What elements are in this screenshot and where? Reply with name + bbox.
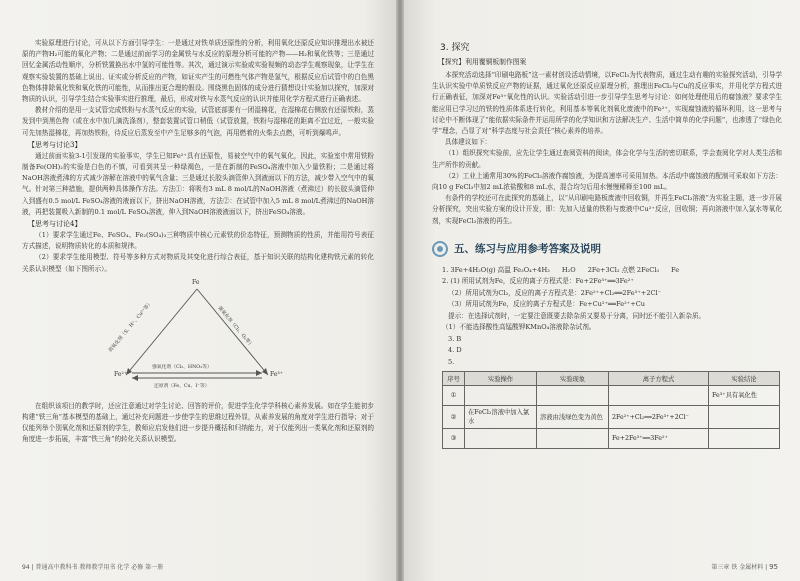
answer-5-table — [442, 371, 780, 449]
left-para-2: 教材介绍的是用一支试管完成铁粉与水蒸气反应的实验，试管底部要有一团湿棉花，在湿棉花右侧放有还原铁粉，蒸发到中到黑色物（或在水中加几滴洗涤剂），整套装置试管口稍低（试管放置，铁粉与湿棉花的距离不宜过近，一般实验可先加热湿棉花，再加热铁粉，待反应后蒸发至中产生足够多的气泡，再用燃着的火柴去点燃，可听到爆鸣声。 — [22, 106, 374, 137]
col-index: 序号 — [443, 372, 465, 386]
label-weak-oxidant: 弱氧化剂（S、H⁺、Cu²⁺等） — [108, 300, 154, 354]
table-row — [443, 429, 780, 449]
table-row — [443, 386, 780, 406]
table-cell: 溶液由浅绿色变为黄色 — [537, 406, 609, 429]
table-cell: 2Fe²⁺+Cl₂══2Fe³⁺+2Cl⁻ — [609, 406, 709, 429]
table-cell — [709, 429, 780, 449]
answer-1-eq1: 1. 3Fe+4H₂O(g) 高温 Fe₃O₄+4H₂ — [442, 265, 550, 274]
section-bullet-icon — [432, 241, 448, 257]
right-para-4: （2）工业上通常用30%的FeCl₃溶液作腐蚀液，为提高速率可采用加热。本活动中腐蚀液的配制可采取如下方法：向10 g FeCl₃中加2 mL浓盐酸和8 mL水，混合均匀后用水慢慢稀释至100 mL。 — [432, 171, 782, 192]
think4-para-2: （2）要求学生能用模型、符号等多种方式对物质及其变化进行综合表征，基于知识关联的结构化建构铁元素的转化关系认识模型（如下图所示）。 — [22, 253, 374, 273]
node-fe2: Fe²⁺ — [114, 370, 127, 378]
table-cell — [537, 386, 609, 406]
right-footer-label: 第三章 铁 金属材料 | — [711, 564, 768, 571]
col-equation: 离子方程式 — [609, 372, 709, 386]
left-footer: 94 | 普通高中教科书 教师教学用书 化学 必修 第一册 — [22, 564, 164, 571]
section-5-title: 五、练习与应用参考答案及说明 — [454, 243, 601, 256]
label-bottom-oxidant: 强氧化剂（Cl₂、HNO₃等） — [152, 364, 212, 370]
triangle-svg — [112, 279, 282, 389]
table-cell: ① — [443, 386, 465, 406]
think3-heading: 【思考与讨论3】 — [28, 140, 82, 149]
answer-4: 4. D — [448, 346, 462, 355]
answer-2-1: 2. (1) 所用试剂为Fe，反应的离子方程式是：Fe+2Fe³⁺══3Fe²⁺ — [442, 277, 634, 286]
col-conclusion: 实验结论 — [709, 372, 780, 386]
label-reductant: 还原剂（Fe、Cu、I⁻等） — [154, 383, 210, 389]
answer-2-note: 提示：在选择试剂时，一定要注意既要去除杂质又要易于分离，同时还不能引入新杂质。 — [448, 311, 706, 320]
table-cell — [709, 406, 780, 429]
answer-2-2: （2）所用试剂为Cl₂，反应的离子方程式是：2Fe²⁺+Cl₂══2Fe³⁺+2Cl⁻ — [448, 288, 662, 297]
left-content — [22, 38, 374, 446]
iron-triangle-diagram — [22, 279, 374, 399]
section-5-heading — [432, 241, 782, 257]
right-page — [404, 0, 800, 581]
table-cell: ③ — [443, 429, 465, 449]
answer-2-3: （3）所用试剂为Fe，反应的离子方程式是：Fe+Cu²⁺══Fe²⁺+Cu — [448, 300, 646, 309]
think3-para: 通过前面实验3-1引发现的实验事实，学生已知Fe²⁺具有还原性，易被空气中的氧气氧化，因此，实验室中常用铁粉制备Fe(OH)₂的实验是白色的不慎，可看到其呈一种绿褐色，一是在新制的FeSO₄溶液中加入少量铁粉；二是通过将NaOH溶液煮沸的方式减少溶解在溶液中的氧气含量；三是通过长胶头滴管伸入到液面以下的方法，减少带入空气中的氧气。针对第三种措施，提供两种具体操作方法。方法①：将吸有3 mL 8 mol/L的NaOH溶液（煮沸过）的长胶头滴管伸入到盛有0.5 mol/L FeSO₄溶液的液面以下，挤出NaOH溶液，方法②：在试管中加入5 mL 8 mol/L煮沸过的NaOH溶液，再把装置吸入新制的0.1 mol/L FeSO₄溶液，伸入到NaOH溶液液面以下，挤出FeSO₄溶液。 — [22, 151, 374, 216]
left-page — [0, 0, 396, 581]
table-header-row — [443, 372, 780, 386]
table-row — [443, 406, 780, 429]
right-para-1: 本探究活动选择“印刷电路板”这一素材创设活动情境，以FeCl₃为代表物质，通过生动有趣的实验探究活动，引导学生认识实验中单质铁反应产物的证据，通过氧化还原反应原理分析，推理出FeCl₃与Cu的反应事实，并用化学方程式进行正确表征，加深对Fe³⁺氧化性的认识。实验活动引进一步引导学生思考与讨论：如何处理使用后的腐蚀液？要求学生能应用已学习过的铁的性质体系进行转化，利用基本等氧化剂氧化废液中的Fe²⁺，实现腐蚀液的循环利用，这一思考与讨论中不断体现了“能依据实际条件并运用所学的化学知识和方法解决生产、生活中简单的化学问题”，也渗透了“绿色化学”理念，凸显了对“科学态度与社会责任”核心素养的培养。 — [432, 71, 782, 136]
table-cell — [465, 429, 537, 449]
right-para-2: 具体建议如下： — [445, 138, 492, 147]
node-fe3: Fe³⁺ — [270, 370, 283, 378]
think4-heading: 【思考与讨论4】 — [28, 220, 82, 229]
answer-1-eq2: H₂O — [561, 265, 576, 274]
right-footer — [711, 562, 778, 571]
right-content — [432, 40, 782, 449]
table-cell: 在FeCl₂溶液中加入氯水 — [465, 406, 537, 429]
answer-5: 5. — [448, 357, 455, 366]
table-cell: ② — [443, 406, 465, 429]
table-cell — [465, 386, 537, 406]
table-cell — [609, 386, 709, 406]
left-para-bottom: 在组织该项目的教学时，还应注意通过对学生讨论、回答的评价，促进学生化学学科核心素养发展。如在学生能初步构建“铁三角”基本模型的基础上，通过补充问题进一步使学生的思维过程外显，从素养发展的角度对学生进行指导；对于仅能列举个别氧化剂和还原剂的学生，教师应启发他们进一步提升概括和归纳能力，对于仅能列出一类氧化剂和还原剂的角度进一步拓展，丰富“铁三角”的转化关系认识模型。 — [22, 401, 374, 444]
right-page-number: 95 — [769, 563, 778, 571]
left-para-1: 实验原理进行讨论，可从以下方面引导学生：一是通过对铁单质还原性的分析，利用氧化还原反应知识推理出水被还原的产物H₂可能的氧化产物；二是通过前面学习的金属铁与水反应的原理分析可能的产物——H₂和氧化铁等；三是通过回忆金属活动性顺序，分析铁置换出水中氢的可能性等。其次，通过演示实验或实验视频的动态学生观察现象，让学生在观察实验装置的基础上说出、证实或分析反应的产物，如证实产生的可燃性气体产物是氢气，根据反应后试管中的白色黑色物体排除氧化铁和氧化铁的可能性，从而推出更合理的假设。围绕黑色固体的成分进行猜想设计实验加以探究，加深对物质的认识，引导学生结合实验事实进行推理，最后，形成对铁与水蒸气反应的认识并能用化学方程式进行正确表述。 — [22, 39, 374, 104]
col-phenomenon: 实验现象 — [537, 372, 609, 386]
answer-1 — [442, 265, 782, 277]
label-strong-oxidant: 强氧化剂（Cl₂、O₂等） — [216, 305, 254, 349]
explore-subheading: 【探究】利用覆铜板制作图案 — [438, 58, 527, 66]
right-para-5: 有条件的学校还可在此探究的基础上，以“从印刷电路板废液中回收铜，并再生FeCl₃溶液”为实验主题，进一步开展分析探究，突出实验方案的设计开发，即：先加入适量的铁粉与废液中Cu²⁺反应，回收铜；再向溶液中加入氯水等氧化剂，实现FeCl₃溶液的再生。 — [432, 194, 782, 225]
col-operation: 实验操作 — [465, 372, 537, 386]
answer-1-eq4: Fe — [671, 265, 680, 274]
answer-3: 3. B — [448, 334, 462, 343]
book-gutter — [396, 0, 404, 581]
node-fe: Fe — [192, 278, 200, 286]
right-para-3: （1）组织探究实验前，应先让学生通过查阅资料的阅读，体会化学与生活的密切联系，学会查阅化学对人类生活和生产所作的贡献。 — [432, 149, 782, 169]
answer-1-eq3: 2Fe+3Cl₂ 点燃 2FeCl₃ — [587, 265, 660, 274]
table-cell: Fe³⁺具有氧化性 — [709, 386, 780, 406]
think4-para-1: （1）要求学生通过Fe、FeSO₄、Fe₂(SO₄)₃三种物质中核心元素铁的价态特征，预测物质的性质，并能用符号表征方式描述，说明物质转化的本质和规律。 — [22, 231, 374, 251]
table-cell — [537, 429, 609, 449]
table-cell: Fe+2Fe³⁺══3Fe²⁺ — [609, 429, 709, 449]
answer-2-note2: （1）不能选择酸性高锰酸钾KMnO₄溶液除杂试剂。 — [442, 323, 596, 332]
section-3-heading: 3. 探究 — [440, 43, 470, 53]
